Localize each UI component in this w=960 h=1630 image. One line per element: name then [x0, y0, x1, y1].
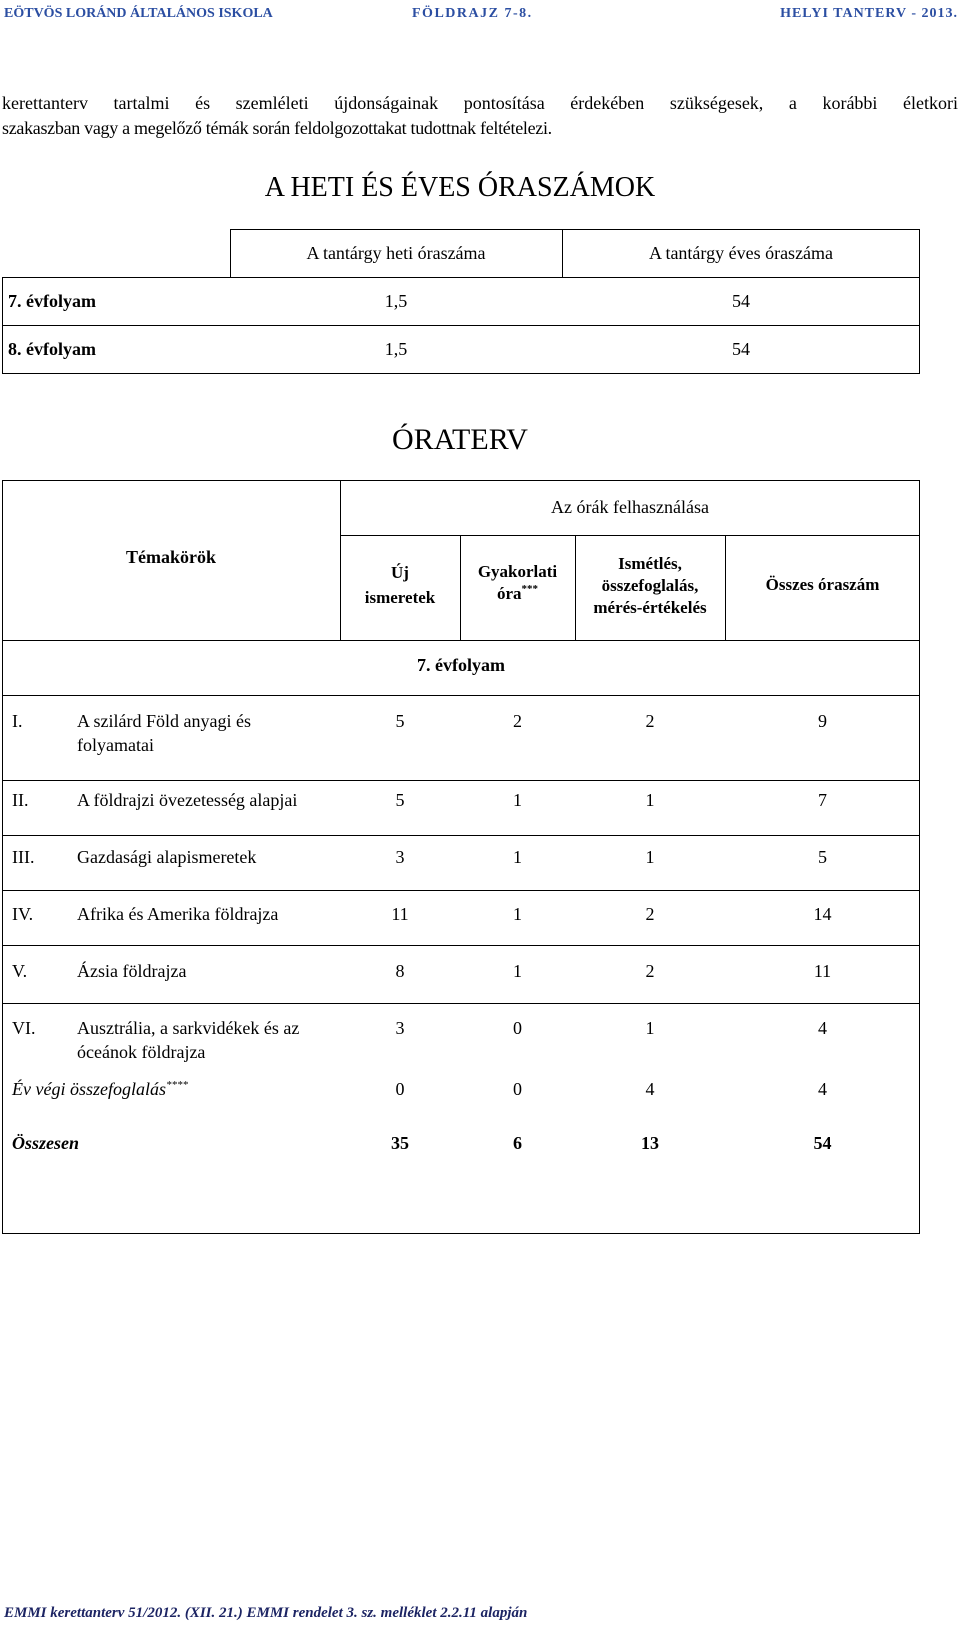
review-hours: 1 — [645, 790, 655, 810]
hours-title: A HETI ÉS ÉVES ÓRASZÁMOK — [264, 172, 656, 203]
grade-label: 8. évfolyam — [8, 339, 96, 359]
sum-label: Összesen — [12, 1133, 80, 1153]
total-hours: 9 — [818, 711, 827, 731]
header-line: Ismétlés, — [618, 554, 682, 573]
total-hours: 4 — [818, 1079, 827, 1099]
topic-name: Afrika és Amerika földrajza — [77, 904, 279, 924]
practice-hours: 0 — [513, 1079, 522, 1099]
header-line: mérés-értékelés — [593, 598, 707, 617]
new-knowledge-hours-sum: 35 — [391, 1133, 409, 1153]
subject-title: FÖLDRAJZ 7-8. — [412, 6, 533, 21]
topic-number: I. — [12, 711, 23, 731]
review-hours: 2 — [645, 904, 655, 924]
new-knowledge-hours: 3 — [395, 847, 405, 867]
yearly-hours-header: A tantárgy éves óraszáma — [648, 243, 834, 263]
new-knowledge-hours: 5 — [395, 790, 405, 810]
practice-hours: 0 — [513, 1018, 522, 1038]
school-name: EÖTVÖS LORÁND ÁLTALÁNOS ISKOLA — [4, 6, 273, 21]
table-rule — [2, 835, 920, 836]
review-hours: 2 — [645, 961, 655, 981]
topic-number: IV. — [12, 904, 34, 924]
header-line-group — [460, 583, 575, 605]
table-rule — [2, 945, 920, 946]
total-hours: 7 — [818, 790, 827, 810]
table-rule — [2, 480, 920, 481]
new-knowledge-hours: 5 — [395, 711, 405, 731]
table-rule — [2, 480, 3, 1234]
table-rule — [2, 325, 920, 326]
header-line: óra — [496, 584, 522, 603]
header-line: Összes óraszám — [765, 575, 880, 594]
review-hours: 4 — [645, 1079, 655, 1099]
new-knowledge-hours: 11 — [391, 904, 409, 924]
intro-line-2: szakaszban vagy a megelőző témák során feldolgozottakat tudottnak feltételezi. — [2, 118, 552, 138]
topic-number: V. — [12, 961, 28, 981]
table-rule — [2, 1003, 920, 1004]
header-line: ismeretek — [364, 588, 436, 607]
review-hours-sum: 13 — [641, 1133, 659, 1153]
new-knowledge-hours: 3 — [395, 1018, 405, 1038]
new-knowledge-hours: 0 — [395, 1079, 405, 1099]
practice-hours: 1 — [513, 847, 522, 867]
total-hours-sum: 54 — [813, 1133, 832, 1153]
topic-number: III. — [12, 847, 35, 867]
practice-hours: 2 — [513, 711, 522, 731]
table-rule — [2, 890, 920, 891]
topic-name: Gazdasági alapismeretek — [77, 847, 257, 867]
table-rule — [2, 277, 3, 374]
topic-number: II. — [12, 790, 29, 810]
practice-hours-sum: 6 — [513, 1133, 522, 1153]
total-hours: 14 — [813, 904, 832, 924]
topic-number: VI. — [12, 1018, 36, 1038]
lesson-plan-table — [2, 480, 920, 1234]
topic-name: A szilárd Föld anyagi és folyamatai — [77, 711, 251, 755]
practice-hours: 1 — [513, 790, 522, 810]
curriculum-label: HELYI TANTERV - 2013. — [780, 6, 958, 21]
table-rule — [2, 640, 920, 641]
weekly-hours-value: 1,5 — [384, 291, 408, 311]
table-rule — [2, 695, 920, 696]
practice-hours: 1 — [513, 904, 522, 924]
header-line: Új — [391, 563, 409, 582]
header-line: Gyakorlati — [477, 562, 558, 581]
practice-hours: 1 — [513, 961, 522, 981]
review-hours: 1 — [645, 1018, 655, 1038]
table-rule — [230, 229, 920, 230]
year-end-label-group — [12, 1077, 188, 1101]
table-rule — [340, 535, 920, 536]
total-hours: 4 — [818, 1018, 827, 1038]
topic-name: Ázsia földrajza — [77, 961, 187, 981]
review-hours: 2 — [645, 711, 655, 731]
practice-header — [460, 561, 575, 605]
hours-table — [2, 229, 920, 374]
table-rule — [2, 1233, 920, 1234]
yearly-hours-value: 54 — [732, 339, 750, 359]
review-header — [575, 553, 725, 619]
grade-section-label: 7. évfolyam — [417, 655, 505, 675]
new-knowledge-hours: 8 — [395, 961, 405, 981]
footer-reference: EMMI kerettanterv 51/2012. (XII. 21.) EMMI rendelet 3. sz. melléklet 2.2.11 alapján — [4, 1605, 528, 1621]
review-hours: 1 — [645, 847, 655, 867]
new-knowledge-header — [340, 560, 460, 610]
plan-title: ÓRATERV — [392, 423, 528, 456]
table-rule — [2, 277, 920, 278]
intro-line-1: kerettanterv tartalmi és szemléleti újdonságainak pontosítása érdekében szükségesek, a korábbi életkori — [2, 93, 958, 113]
topics-header: Témakörök — [126, 547, 216, 567]
total-hours-header — [725, 573, 920, 597]
weekly-hours-value: 1,5 — [384, 339, 408, 359]
year-end-footnote-mark: **** — [165, 1079, 188, 1091]
topic-name: Ausztrália, a sarkvidékek és az óceánok földrajza — [77, 1018, 300, 1062]
yearly-hours-value: 54 — [732, 291, 750, 311]
grade-label: 7. évfolyam — [8, 291, 96, 311]
table-rule — [2, 780, 920, 781]
topic-name: A földrajzi övezetesség alapjai — [77, 790, 298, 810]
practice-footnote-mark: *** — [521, 583, 539, 595]
total-hours: 5 — [818, 847, 827, 867]
header-line: összefoglalás, — [601, 576, 699, 595]
table-rule — [2, 373, 920, 374]
total-hours: 11 — [813, 961, 832, 981]
weekly-hours-header: A tantárgy heti óraszáma — [306, 243, 486, 263]
year-end-label: Év végi összefoglalás — [12, 1079, 166, 1099]
lesson-usage-header: Az órák felhasználása — [551, 497, 709, 517]
